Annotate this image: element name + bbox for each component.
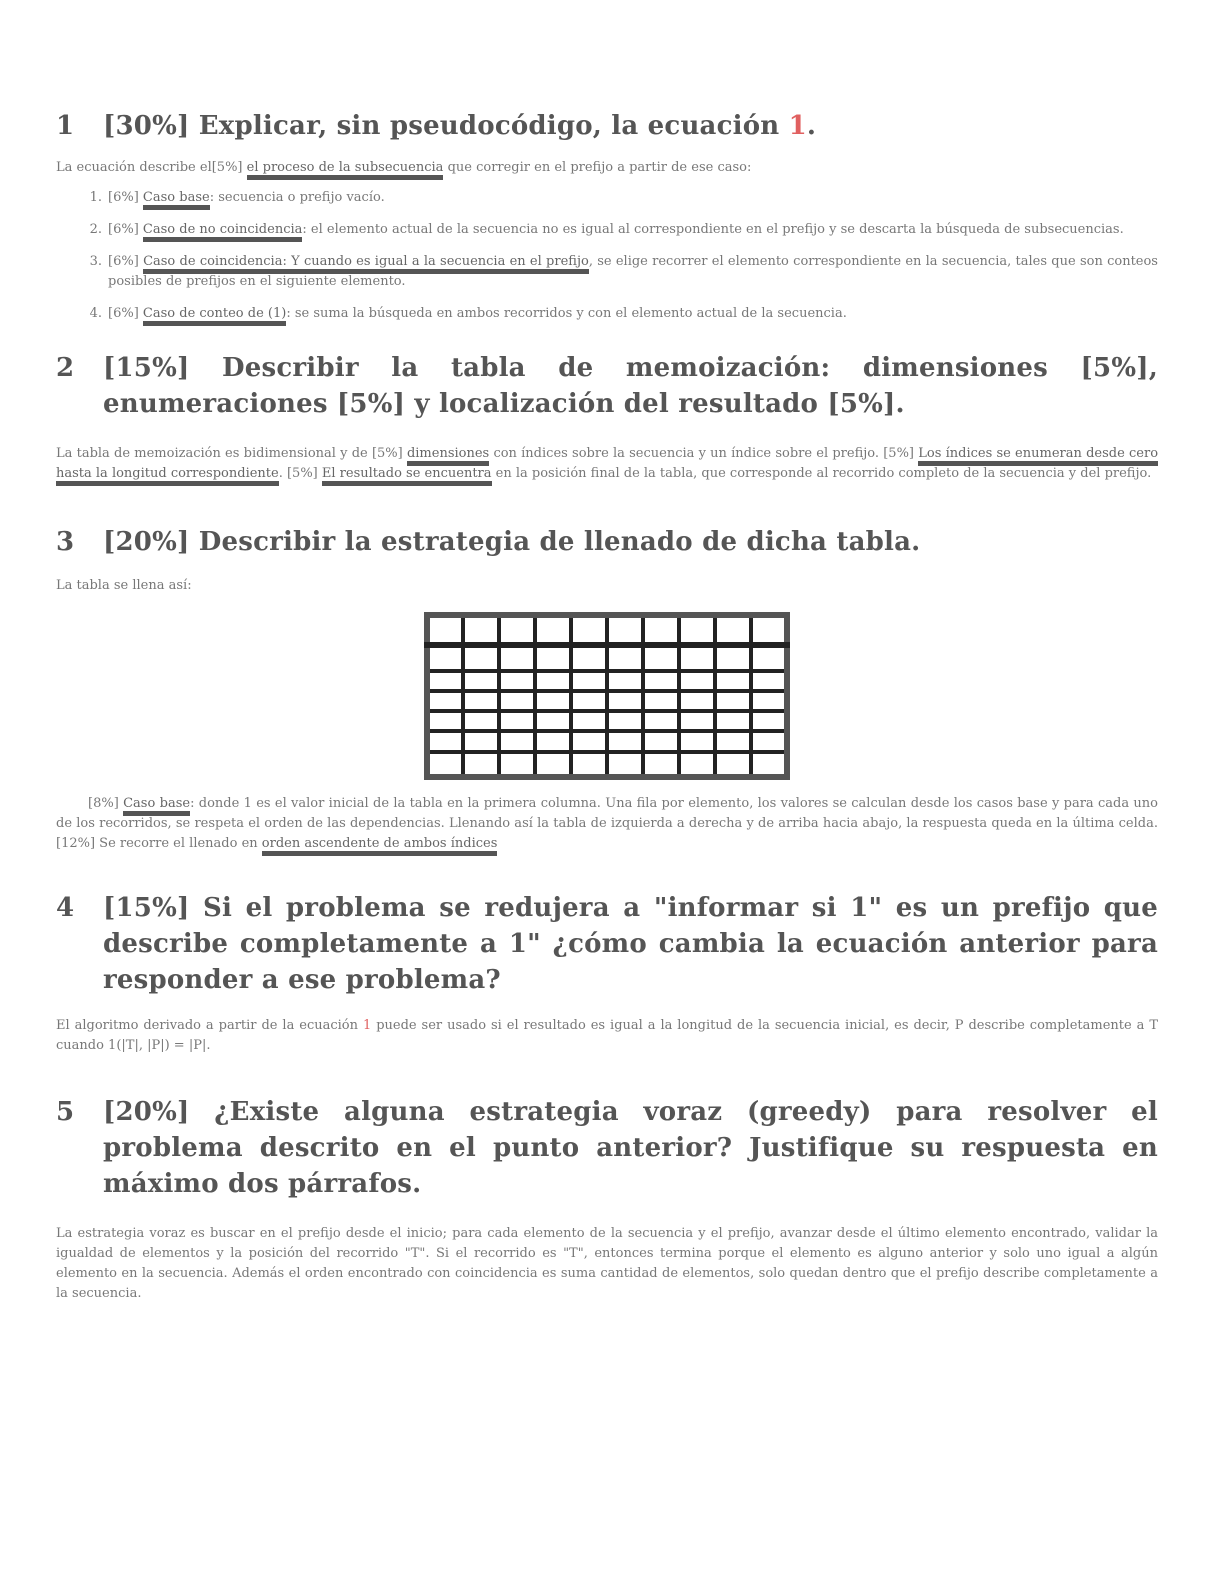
table-row	[427, 752, 787, 777]
table-cell	[571, 645, 607, 670]
cases-list	[56, 188, 1158, 324]
table-cell	[751, 671, 787, 691]
table-cell	[535, 645, 571, 670]
section-number: 3	[56, 527, 75, 557]
table-cell	[463, 711, 499, 731]
table-cell	[607, 752, 643, 777]
table-cell	[643, 731, 679, 751]
equation-ref-link[interactable]: 1	[788, 111, 807, 141]
table-cell	[427, 691, 463, 711]
table-cell	[427, 711, 463, 731]
table-cell	[571, 615, 607, 645]
table-cell	[427, 671, 463, 691]
table-cell	[715, 752, 751, 777]
table-row	[427, 671, 787, 691]
table-cell	[679, 731, 715, 751]
table-cell	[751, 615, 787, 645]
list-item: 3. [6%] Caso de coincidencia: Y cuando es igual a la secuencia en el prefijo, se elige recorrer el elemento correspondiente en la secuencia, tales que son conteos posibles de prefijos en el siguiente elemento.	[89, 254, 1158, 289]
section-title: [20%] ¿Existe alguna estrategia voraz (greedy) para resolver el problema descrito en el punto anterior? Justifique su respuesta en máximo dos párrafos.	[103, 1097, 1158, 1199]
section-heading	[56, 350, 1158, 422]
table-cell	[751, 752, 787, 777]
table-cell	[463, 691, 499, 711]
table-cell	[499, 671, 535, 691]
table-cell	[499, 615, 535, 645]
table-cell	[499, 711, 535, 731]
section-5	[56, 1094, 1158, 1304]
section-heading: 1 [30%] Explicar, sin pseudocódigo, la ecuación 1.	[56, 108, 1158, 144]
table-cell	[571, 671, 607, 691]
section-title: [20%] Describir la estrategia de llenado de dicha tabla.	[103, 527, 921, 557]
table-cell	[499, 691, 535, 711]
section-number: 4	[56, 893, 75, 923]
table-row	[427, 711, 787, 731]
table-cell	[427, 752, 463, 777]
section-title: [15%] Describir la tabla de memoización: dimensiones [5%], enumeraciones [5%] y localización del resultado [5%].	[103, 353, 1158, 419]
table-cell	[643, 711, 679, 731]
table-cell	[535, 752, 571, 777]
table-cell	[463, 615, 499, 645]
underlined-phrase: el proceso de la subsecuencia	[247, 160, 444, 180]
table-cell	[535, 671, 571, 691]
table-cell	[679, 752, 715, 777]
table-cell	[499, 731, 535, 751]
table-cell	[715, 671, 751, 691]
table-cell	[751, 691, 787, 711]
table-cell	[679, 645, 715, 670]
table-cell	[427, 615, 463, 645]
table-cell	[427, 731, 463, 751]
table-cell	[571, 752, 607, 777]
table-cell	[535, 691, 571, 711]
section-title: [30%] Explicar, sin pseudocódigo, la ecuación	[103, 111, 780, 141]
table-cell	[643, 645, 679, 670]
document-page	[56, 108, 1158, 1304]
table-cell	[607, 615, 643, 645]
table-cell	[643, 615, 679, 645]
table-cell	[751, 711, 787, 731]
section-body: La tabla de memoización es bidimensional y de [5%] dimensiones con índices sobre la secuencia y un índice sobre el prefijo. [5%] Los índices se enumeran desde cero hasta la longitud correspondiente. [5%] El resultado se encuentra en la posición final de la tabla, que corresponde al recorrido completo de la secuencia y del prefijo.	[56, 444, 1158, 484]
table-cell	[715, 615, 751, 645]
table-cell	[643, 752, 679, 777]
table-cell	[679, 711, 715, 731]
section-2	[56, 350, 1158, 484]
equation-ref-link[interactable]: 1	[362, 1018, 372, 1033]
table-cell	[679, 691, 715, 711]
table-cell	[751, 731, 787, 751]
section-number: 5	[56, 1097, 75, 1127]
section-body: El algoritmo derivado a partir de la ecuación 1 puede ser usado si el resultado es igual a la longitud de la secuencia inicial, es decir, P describe completamente a T cuando 1(|T|, |P|) = |P|.	[56, 1018, 1158, 1053]
list-item: 2. [6%] Caso de no coincidencia: el elemento actual de la secuencia no es igual al correspondiente en el prefijo y se descarta la búsqueda de subsecuencias.	[56, 220, 1158, 240]
memo-table-figure	[56, 612, 1158, 780]
table-row	[427, 645, 787, 670]
table-cell	[463, 752, 499, 777]
table-cell	[643, 671, 679, 691]
section-intro: La ecuación describe el[5%] el proceso de la subsecuencia que corregir en el prefijo a partir de ese caso:	[56, 158, 1158, 178]
table-cell	[715, 731, 751, 751]
table-cell	[571, 731, 607, 751]
section-heading	[56, 1094, 1158, 1202]
list-item: 1. [6%] Caso base: secuencia o prefijo vacío.	[56, 188, 1158, 208]
table-cell	[535, 615, 571, 645]
table-cell	[715, 645, 751, 670]
section-body: La estrategia voraz es buscar en el prefijo desde el inicio; para cada elemento de la secuencia y el prefijo, avanzar desde el último elemento encontrado, validar la igualdad de elementos y la posición del recorrido "T". Si el recorrido es "T", entonces termina porque el elemento es alguno anterior y solo uno igual a algún elemento en la secuencia. Además el orden encontrado con coincidencia es suma cantidad de elementos, solo quedan dentro que el prefijo describe completamente a la secuencia.	[56, 1226, 1158, 1301]
table-cell	[607, 711, 643, 731]
table-cell	[535, 731, 571, 751]
section-number: 2	[56, 353, 75, 383]
section-body: [8%] Caso base: donde 1 es el valor inicial de la tabla en la primera columna. Una fila por elemento, los valores se calculan desde los casos base y para cada uno de los recorridos, se respeta el orden de las dependencias. Llenando así la tabla de izquierda a derecha y de arriba hacia abajo, la respuesta queda en la última celda. [12%] Se recorre el llenado en orden ascendente de ambos índices	[56, 794, 1158, 854]
section-3	[56, 524, 1158, 854]
table-cell	[607, 645, 643, 670]
table-cell	[571, 691, 607, 711]
table-cell	[679, 615, 715, 645]
table-cell	[463, 645, 499, 670]
table-cell	[715, 711, 751, 731]
table-cell	[715, 691, 751, 711]
section-title: [15%] Si el problema se redujera a "informar si 1" es un prefijo que describe completamente a 1" ¿cómo cambia la ecuación anterior para responder a ese problema?	[103, 893, 1158, 995]
table-cell	[571, 711, 607, 731]
table-cell	[463, 671, 499, 691]
list-item: 4. [6%] Caso de conteo de (1): se suma la búsqueda en ambos recorridos y con el elemento actual de la secuencia.	[56, 304, 1158, 324]
table-cell	[499, 752, 535, 777]
table-cell	[679, 671, 715, 691]
section-heading	[56, 524, 1158, 560]
table-cell	[643, 691, 679, 711]
table-cell	[607, 731, 643, 751]
table-cell	[607, 691, 643, 711]
section-1	[56, 108, 1158, 324]
section-heading	[56, 890, 1158, 998]
table-cell	[499, 645, 535, 670]
table-cell	[427, 645, 463, 670]
table-row	[427, 615, 787, 645]
table-cell	[463, 731, 499, 751]
section-number: 1	[56, 111, 75, 141]
table-row	[427, 731, 787, 751]
section-intro: La tabla se llena así:	[56, 578, 192, 593]
table-cell	[607, 671, 643, 691]
memo-table	[424, 612, 790, 780]
section-4	[56, 890, 1158, 1056]
table-cell	[751, 645, 787, 670]
table-row	[427, 691, 787, 711]
table-cell	[535, 711, 571, 731]
